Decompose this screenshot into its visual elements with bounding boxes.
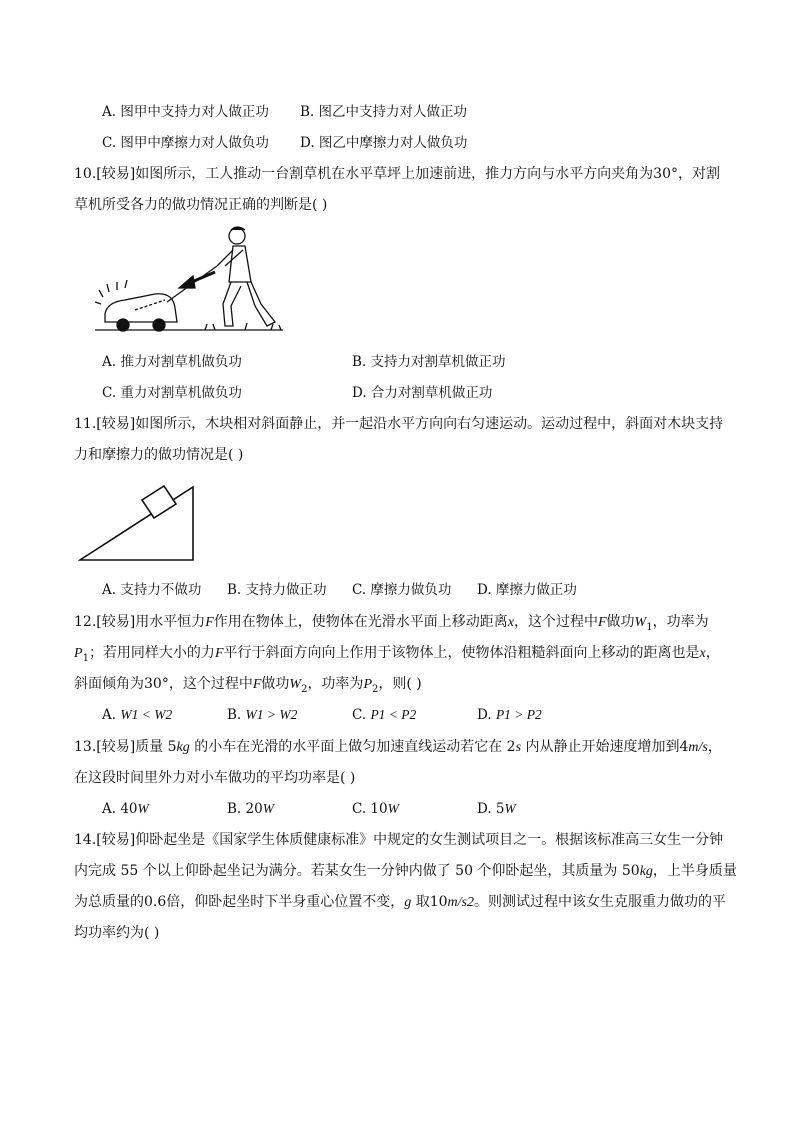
q14-stem-line4: 均功率约为( ) (74, 925, 160, 941)
q12-option-c: C. P1 < P2 (352, 707, 417, 723)
q9-option-d: D. 图乙中摩擦力对人做负功 (300, 135, 468, 151)
q11-option-b: B. 支持力做正功 (227, 582, 327, 598)
q10-stem-line1: 10.[较易]如图所示，工人推动一台割草机在水平草坪上加速前进，推力方向与水平方向夹角为30°，对割 (74, 166, 721, 182)
q13-option-d: D. 5W (477, 801, 516, 817)
incline-block-figure (78, 478, 198, 564)
q13-stem-line1: 13.[较易]质量 5kg 的小车在光滑的水平面上做匀加速直线运动若它在 2s 内从静止开始速度增加到4m/s， (74, 739, 722, 755)
q9-option-a: A. 图甲中支持力对人做正功 (102, 104, 269, 120)
q9-option-c: C. 图甲中摩擦力对人做负功 (102, 135, 269, 151)
q10-option-b: B. 支持力对割草机做正功 (352, 354, 506, 370)
q9-option-b: B. 图乙中支持力对人做正功 (300, 104, 468, 120)
q14-stem-line2: 内完成 55 个以上仰卧起坐记为满分。若某女生一分钟内做了 50 个仰卧起坐，其质量为 50kg，上半身质量 (74, 863, 737, 879)
q12-stem-line1: 12.[较易]用水平恒力F作用在物体上，使物体在光滑水平面上移动距离x，这个过程中F做功$W_1$，功率为 (74, 614, 709, 633)
q14-stem-line3: 为总质量的0.6倍，仰卧起坐时下半身重心位置不变，g 取10m/s2。则测试过程中该女生克服重力做功的平 (74, 894, 726, 910)
q11-stem-line2: 力和摩擦力的做功情况是( ) (74, 447, 244, 463)
q11-option-c: C. 摩擦力做负功 (352, 582, 452, 598)
q13-stem-line2: 在这段时间里外力对小车做功的平均功率是( ) (74, 770, 356, 786)
q12-stem-line2: $P_1$；若用同样大小的力F平行于斜面方向向上作用于该物体上，使物体沿粗糙斜面向上移动的距离也是x， (74, 645, 720, 664)
q13-option-b: B. 20W (227, 801, 274, 817)
q10-option-c: C. 重力对割草机做负功 (102, 385, 242, 401)
q10-stem-line2: 草机所受各力的做功情况正确的判断是( ) (74, 197, 328, 213)
lawn-mower-figure (95, 222, 285, 337)
q12-option-d: D. P1 > P2 (477, 707, 542, 723)
q13-option-a: A. 40W (102, 801, 149, 817)
q12-option-b: B. W1 > W2 (227, 707, 298, 723)
q12-stem-line3: 斜面倾角为30°，这个过程中F做功$W_2$，功率为$P_2$，则( ) (74, 676, 422, 695)
q12-option-a: A. W1 < W2 (102, 707, 173, 723)
q14-stem-line1: 14.[较易]仰卧起坐是《国家学生体质健康标准》中规定的女生测试项目之一。根据该标准高三女生一分钟 (74, 832, 724, 848)
q10-option-d: D. 合力对割草机做正功 (352, 385, 493, 401)
q13-option-c: C. 10W (352, 801, 399, 817)
q11-option-a: A. 支持力不做功 (102, 582, 202, 598)
q10-option-a: A. 推力对割草机做负功 (102, 354, 242, 370)
q11-stem-line1: 11.[较易]如图所示，木块相对斜面静止，并一起沿水平方向向右匀速运动。运动过程中，斜面对木块支持 (74, 416, 724, 432)
q11-option-d: D. 摩擦力做正功 (477, 582, 577, 598)
